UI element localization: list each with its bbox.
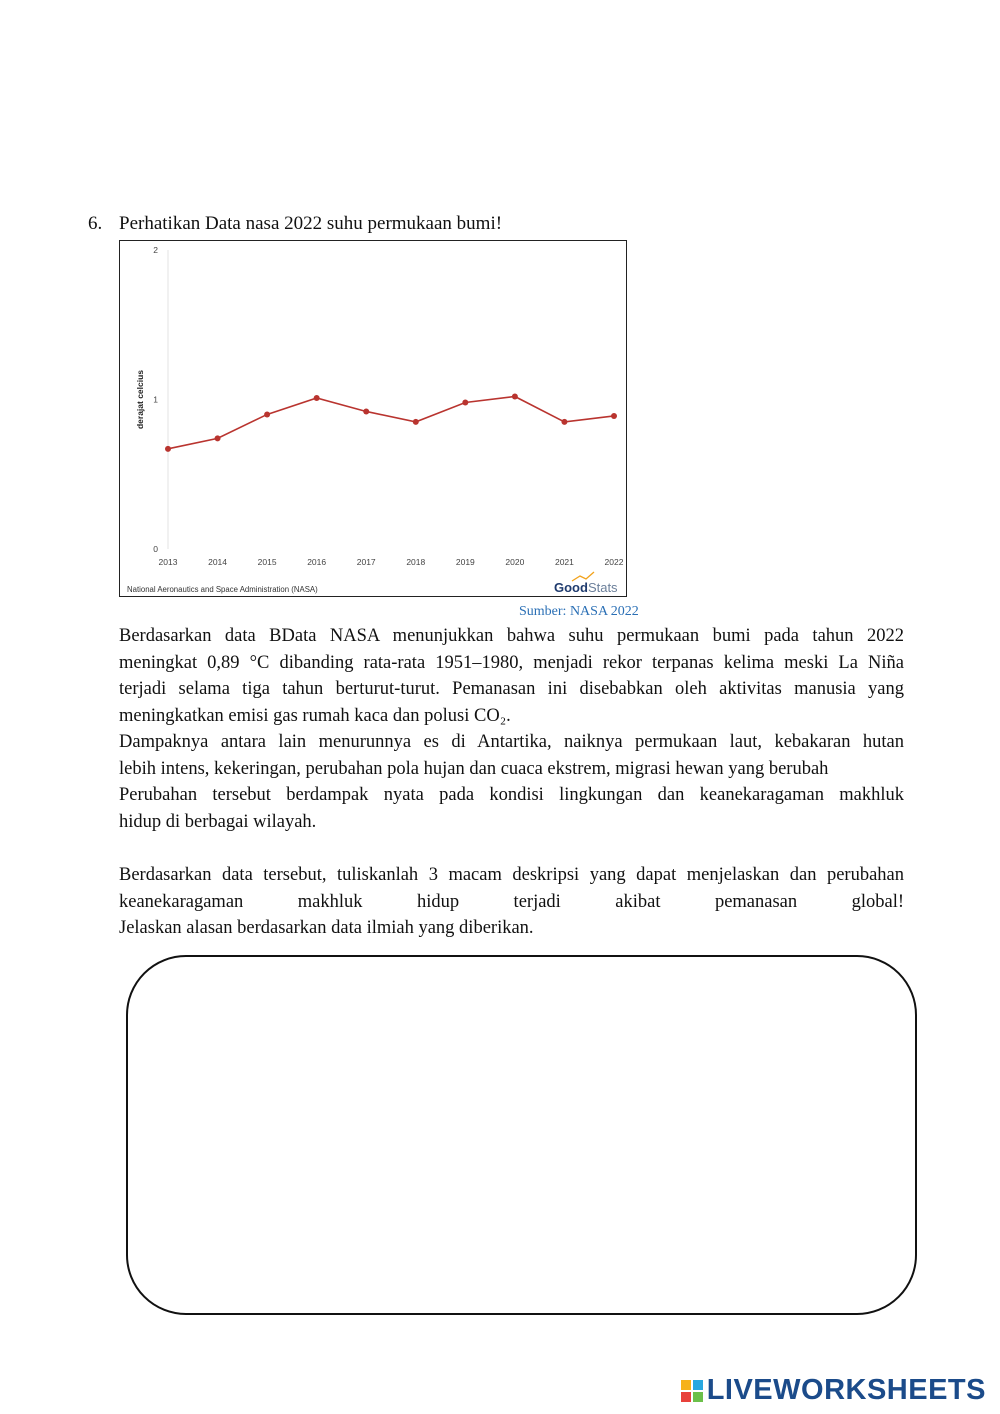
text-line: lebih intens, kekeringan, perubahan pola hujan dan cuaca ekstrem, migrasi hewan yang berubah: [119, 758, 829, 779]
chart-labels: [127, 245, 624, 595]
text-line: keanekaragaman makhluk hidup terjadi akibat pemanasan global!: [119, 891, 904, 912]
chart-points: [165, 394, 617, 452]
data-point: [561, 419, 567, 425]
x-tick-label: 2017: [356, 557, 376, 567]
text-line: meningkatkan emisi gas rumah kaca dan polusi CO₂.: [119, 705, 511, 726]
goodstats-logo: GoodStats: [554, 580, 618, 595]
temperature-chart: [119, 240, 627, 597]
data-point: [314, 395, 320, 401]
text-line: terjadi selama tiga tahun berturut-turut. Pemanasan ini disebabkan oleh aktivitas manusia yang: [119, 679, 904, 699]
x-tick-label: 2018: [406, 557, 426, 567]
source-caption: Sumber: NASA 2022: [519, 604, 639, 619]
data-point: [413, 419, 419, 425]
data-point: [611, 413, 617, 419]
data-point: [264, 411, 270, 417]
text-line: Berdasarkan data tersebut, tuliskanlah 3 macam deskripsi yang dapat menjelaskan dan perubahan: [119, 865, 904, 885]
logo-text: LIVEWORKSHEETS: [706, 1374, 986, 1406]
logo-blocks-icon: [681, 1380, 703, 1402]
chart-svg: [120, 241, 628, 598]
x-tick-label: 2019: [455, 557, 475, 567]
text-line: Berdasarkan data BData NASA menunjukkan bahwa suhu permukaan bumi pada tahun 2022: [119, 626, 904, 646]
y-axis-title: derajat celcius: [135, 369, 145, 430]
y-tick-label: 1: [153, 394, 158, 405]
question-number: 6.: [88, 213, 103, 234]
answer-textbox[interactable]: [126, 955, 917, 1315]
x-tick-label: 2015: [257, 557, 277, 567]
chart-credit: National Aeronautics and Space Administration (NASA): [127, 585, 318, 594]
text-line: hidup di berbagai wilayah.: [119, 811, 317, 832]
chart-series: [168, 397, 614, 449]
y-tick-label: 2: [153, 245, 158, 255]
text-line: Perubahan tersebut berdampak nyata pada kondisi lingkungan dan keanekaragaman makhluk: [119, 785, 904, 805]
question-title: [88, 213, 502, 235]
x-tick-label: 2016: [307, 557, 327, 567]
paragraph-instruction: [119, 862, 904, 942]
data-point: [462, 399, 468, 405]
data-point: [363, 408, 369, 414]
x-tick-label: 2021: [554, 557, 574, 567]
text-line: Dampaknya antara lain menurunnya es di Antartika, naiknya permukaan laut, kebakaran hutan: [119, 732, 904, 752]
liveworksheets-logo: [681, 1374, 986, 1407]
x-tick-label: 2020: [505, 557, 525, 567]
data-point: [165, 446, 171, 452]
text-line: Jelaskan alasan berdasarkan data ilmiah yang diberikan.: [119, 918, 534, 938]
y-tick-label: 0: [153, 544, 158, 554]
paragraph-data-description: [119, 623, 904, 729]
x-tick-label: 2022: [604, 557, 624, 567]
text-line: meningkat 0,89 °C dibanding rata-rata 1951–1980, menjadi rekor terpanas kelima meski La Niña: [119, 652, 904, 673]
x-tick-label: 2014: [208, 557, 228, 567]
data-point: [215, 435, 221, 441]
data-point: [512, 394, 518, 400]
paragraph-impacts: [119, 729, 904, 835]
x-tick-label: 2013: [158, 557, 178, 567]
question-text: Perhatikan Data nasa 2022 suhu permukaan bumi!: [119, 213, 503, 234]
temperature-line: [168, 397, 614, 449]
